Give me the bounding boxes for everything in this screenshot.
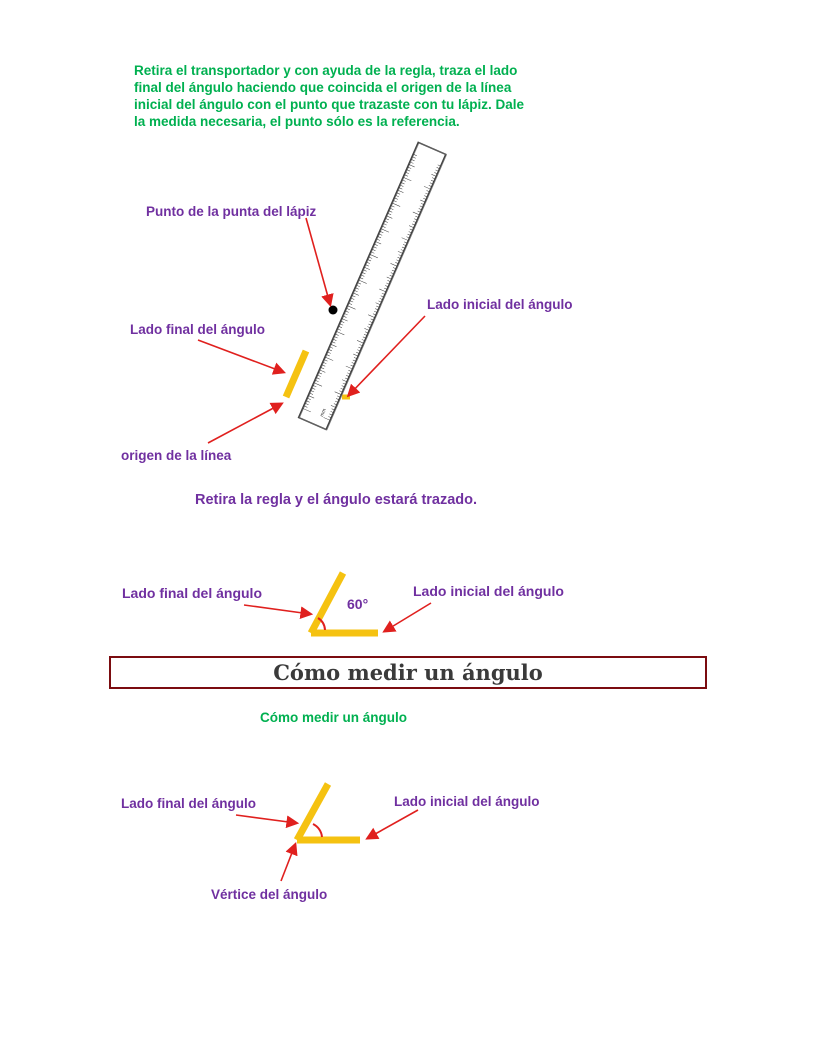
vertex-arrow (281, 845, 295, 881)
initial-side-arrow (368, 810, 418, 838)
angle-60-figure (244, 573, 431, 633)
vertex-fig-initial-side-label: Lado inicial del ángulo (394, 794, 540, 809)
ruler (299, 142, 447, 429)
final-side-arrow (198, 340, 283, 372)
final-side-line (297, 784, 328, 840)
angle-arc (313, 824, 322, 837)
vertex-label: Vértice del ángulo (211, 887, 328, 902)
vertex-angle-figure (236, 784, 418, 881)
section-title: Cómo medir un ángulo (273, 660, 543, 685)
final-side-arrow (244, 605, 310, 614)
intro-instruction-text: Retira el transportador y con ayuda de la regla, traza el lado final del ángulo haciendo que coincida el origen de la línea inicial del ángulo con el punto que trazaste con tu lápiz. Dale la medida necesaria, el punto sólo es la referencia. (134, 63, 525, 129)
ruler-unit-label: mm (319, 407, 328, 418)
pencil-point-label: Punto de la punta del lápiz (146, 204, 317, 219)
final-side-line (311, 573, 343, 633)
angle-value-label: 60° (347, 596, 369, 612)
ruler-figure (198, 142, 447, 443)
final-side-arrow (236, 815, 296, 823)
section-title-box (109, 656, 707, 689)
angle60-initial-side-label: Lado inicial del ángulo (413, 583, 564, 599)
ruler-final-side-label: Lado final del ángulo (130, 322, 265, 337)
pencil-point-dot (329, 306, 338, 315)
final-side-line (286, 351, 306, 397)
line-origin-label: origen de la línea (121, 448, 232, 463)
remove-ruler-caption: Retira la regla y el ángulo estará trazado. (195, 492, 478, 508)
vertex-fig-final-side-label: Lado final del ángulo (121, 796, 256, 811)
ruler-initial-side-label: Lado inicial del ángulo (427, 297, 573, 312)
initial-side-arrow (385, 603, 431, 631)
section-subtitle: Cómo medir un ángulo (260, 710, 407, 725)
angle60-final-side-label: Lado final del ángulo (122, 585, 262, 601)
pencil-arrow (306, 218, 330, 304)
origin-arrow (208, 404, 281, 443)
